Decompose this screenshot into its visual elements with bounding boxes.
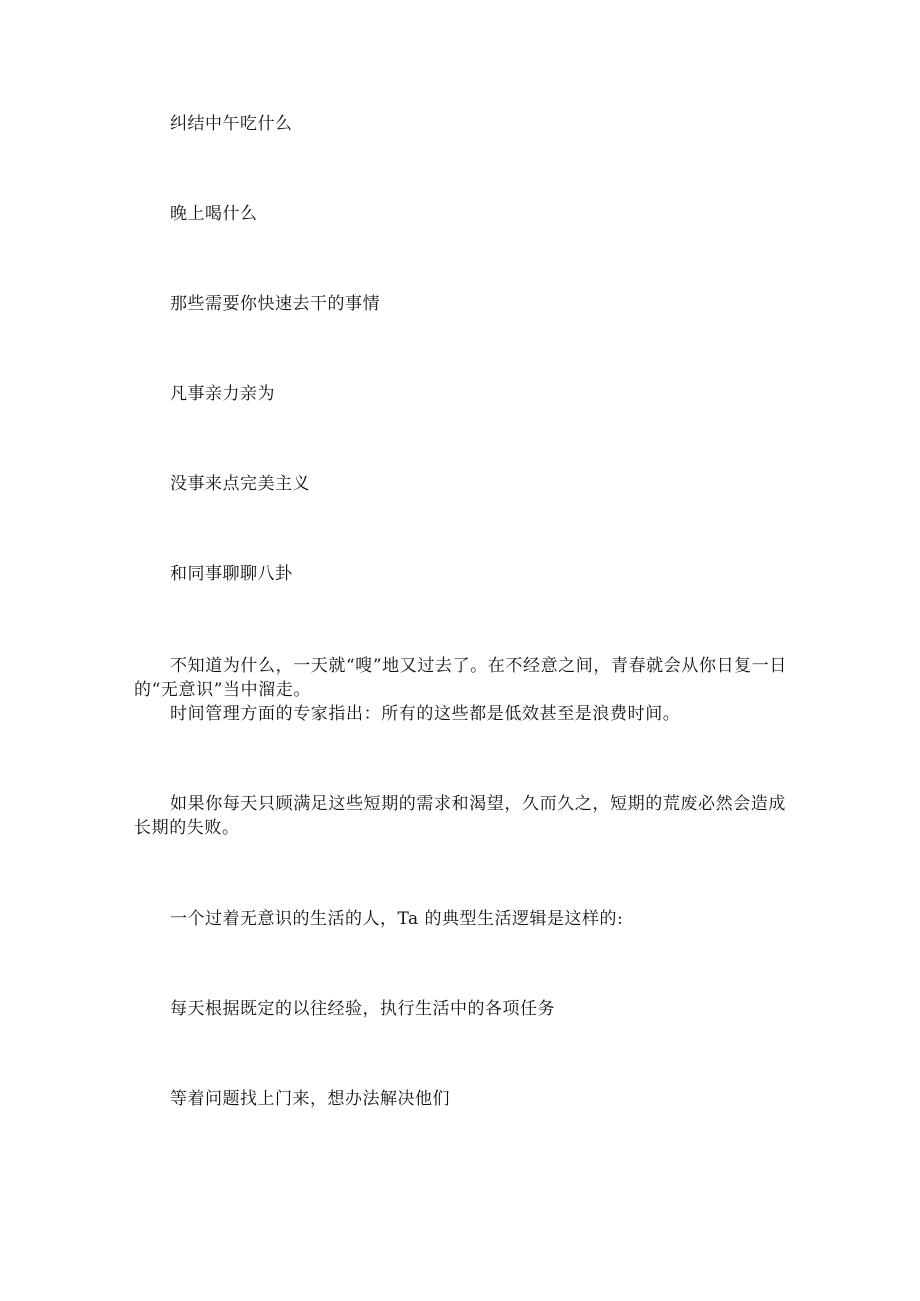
list-item: 等着问题找上门来，想办法解决他们 <box>170 1089 450 1109</box>
paragraph-logic-intro: 一个过着无意识的生活的人，Ta 的典型生活逻辑是这样的: <box>170 909 624 929</box>
list-item: 凡事亲力亲为 <box>170 384 275 404</box>
list-item: 纠结中午吃什么 <box>170 114 293 134</box>
paragraph-intro: 不知道为什么，一天就“嗖”地又过去了。在不经意之间，青春就会从你日复一日的“无意识”当中溜走。 <box>134 656 787 700</box>
list-item: 每天根据既定的以往经验，执行生活中的各项任务 <box>170 999 555 1019</box>
list-item: 没事来点完美主义 <box>170 474 310 494</box>
list-item: 和同事聊聊八卦 <box>170 564 293 584</box>
list-item: 晚上喝什么 <box>170 204 258 224</box>
paragraph-warning: 如果你每天只顾满足这些短期的需求和渴望，久而久之，短期的荒废必然会造成长期的失败。 <box>134 794 786 838</box>
paragraph-expert: 时间管理方面的专家指出：所有的这些都是低效甚至是浪费时间。 <box>170 704 681 724</box>
list-item: 那些需要你快速去干的事情 <box>170 294 380 314</box>
